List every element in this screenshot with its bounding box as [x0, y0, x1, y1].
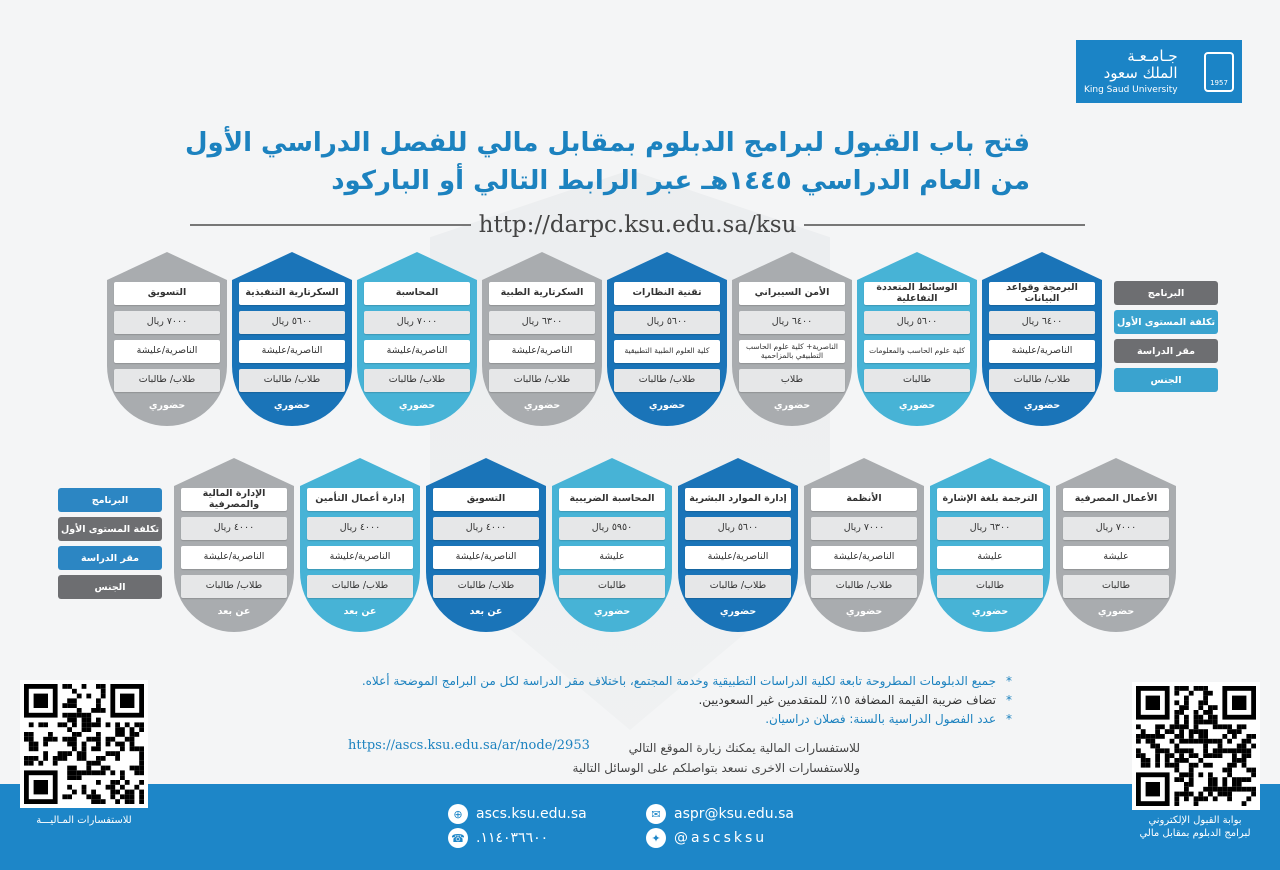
program-cost: ٤٠٠٠ ريال	[433, 517, 539, 540]
program-mode: حضوري	[398, 400, 436, 411]
legend-gender: الجنس	[1114, 368, 1218, 392]
program-cost: ٥٦٠٠ ريال	[614, 311, 720, 334]
legend-program: البرنامج	[58, 488, 162, 512]
card-roof	[482, 252, 602, 280]
program-cost: ٧٠٠٠ ريال	[811, 517, 917, 540]
program-card	[804, 458, 924, 632]
program-place: الناصرية/عليشة	[685, 546, 791, 569]
legend-place: مقر الدراسة	[1114, 339, 1218, 363]
legend-top	[1114, 281, 1218, 397]
program-name: المحاسبة الضريبية	[559, 488, 665, 511]
footer-bar	[0, 784, 1280, 870]
program-name: الإدارة المالية والمصرفية	[181, 488, 287, 511]
card-body	[482, 280, 602, 426]
program-cost: ٤٠٠٠ ريال	[307, 517, 413, 540]
twitter-icon: ✦	[646, 828, 666, 848]
program-mode: حضوري	[523, 400, 561, 411]
logo-english: King Saud University	[1084, 84, 1178, 95]
headline-line1: فتح باب القبول لبرامج الدبلوم بمقابل مالي للفصل الدراسي الأول	[185, 128, 1030, 158]
card-roof	[174, 458, 294, 486]
program-name: التسويق	[433, 488, 539, 511]
web-icon: ⊕	[448, 804, 468, 824]
card-body	[426, 486, 546, 632]
card-roof	[804, 458, 924, 486]
card-body	[107, 280, 227, 426]
program-gender: طلاب/ طالبات	[989, 369, 1095, 392]
card-body	[930, 486, 1050, 632]
program-cost: ٥٦٠٠ ريال	[864, 311, 970, 334]
divider-left	[190, 224, 471, 226]
program-cost: ٧٠٠٠ ريال	[364, 311, 470, 334]
card-body	[607, 280, 727, 426]
program-cost: ٦٤٠٠ ريال	[989, 311, 1095, 334]
program-cost: ٥٦٠٠ ريال	[239, 311, 345, 334]
program-gender: طالبات	[937, 575, 1043, 598]
note-1	[252, 672, 1012, 691]
ksu-logo	[1076, 40, 1242, 103]
program-mode: حضوري	[1097, 606, 1135, 617]
program-mode: حضوري	[773, 400, 811, 411]
card-roof	[232, 252, 352, 280]
legend-cost: تكلفة المستوى الأول	[1114, 310, 1218, 334]
card-roof	[732, 252, 852, 280]
program-gender: طلاب/ طالبات	[181, 575, 287, 598]
program-gender: طالبات	[864, 369, 970, 392]
card-roof	[107, 252, 227, 280]
contact-site-text: ascs.ksu.edu.sa	[476, 806, 587, 822]
qr-right-caption	[1120, 814, 1270, 840]
program-cost: ٧٠٠٠ ريال	[1063, 517, 1169, 540]
program-mode: حضوري	[1023, 400, 1061, 411]
card-roof	[1056, 458, 1176, 486]
card-body	[232, 280, 352, 426]
program-name: الأمن السيبراني	[739, 282, 845, 305]
program-place: الناصرية/عليشة	[239, 340, 345, 363]
contact-site[interactable]	[448, 804, 587, 824]
contact-email[interactable]	[646, 804, 794, 824]
palm-swords-icon	[1204, 52, 1234, 92]
program-place: الناصرية/عليشة	[364, 340, 470, 363]
asterisk-icon: *	[1006, 693, 1012, 708]
program-card	[857, 252, 977, 426]
program-cost: ٦٣٠٠ ريال	[937, 517, 1043, 540]
program-mode: حضوري	[898, 400, 936, 411]
program-mode: حضوري	[273, 400, 311, 411]
qr-right-caption-line1: بوابة القبول الإلكتروني	[1148, 815, 1242, 826]
card-body	[678, 486, 798, 632]
card-roof	[857, 252, 977, 280]
program-place: الناصرية/عليشة	[811, 546, 917, 569]
program-cost: ٥٦٠٠ ريال	[685, 517, 791, 540]
program-place: الناصرية/عليشة	[114, 340, 220, 363]
card-roof	[426, 458, 546, 486]
program-name: الأنظمة	[811, 488, 917, 511]
card-body	[732, 280, 852, 426]
note-2	[252, 691, 1012, 710]
program-gender: طالبات	[1063, 575, 1169, 598]
program-place: الناصرية/عليشة	[433, 546, 539, 569]
contact-phone[interactable]	[448, 828, 548, 848]
headline-line2: من العام الدراسي ١٤٤٥هـ عبر الرابط التالي أو الباركود	[331, 166, 1030, 196]
contact-phone-text: .١١٤٠٣٦٦٠٠	[476, 830, 549, 846]
note-text: تضاف ضريبة القيمة المضافة ١٥٪ للمتقدمين غير السعوديين.	[698, 693, 996, 708]
program-cost: ٦٣٠٠ ريال	[489, 311, 595, 334]
program-cost: ٤٠٠٠ ريال	[181, 517, 287, 540]
program-gender: طلاب/ طالبات	[811, 575, 917, 598]
program-place: الناصرية/عليشة	[307, 546, 413, 569]
card-roof	[678, 458, 798, 486]
divider-right	[804, 224, 1085, 226]
legend-program: البرنامج	[1114, 281, 1218, 305]
legend-bottom	[58, 488, 162, 604]
email-icon: ✉	[646, 804, 666, 824]
program-name: التسويق	[114, 282, 220, 305]
program-card	[107, 252, 227, 426]
program-card	[482, 252, 602, 426]
logo-year: 1957	[1210, 78, 1228, 87]
program-name: السكرتارية الطبية	[489, 282, 595, 305]
qr-code-admission[interactable]	[1132, 682, 1260, 810]
program-place: عليشة	[559, 546, 665, 569]
inquiry-line1: للاستفسارات المالية يمكنك زيارة الموقع التالي	[628, 741, 860, 755]
card-roof	[930, 458, 1050, 486]
url-row	[190, 210, 1085, 240]
program-place: الناصرية/عليشة	[989, 340, 1095, 363]
program-mode: عن بعد	[469, 606, 503, 617]
program-mode: عن بعد	[217, 606, 251, 617]
card-body	[552, 486, 672, 632]
asterisk-icon: *	[1006, 712, 1012, 727]
program-place: الناصرية+ كلية علوم الحاسب التطبيقي بالمزاحمية	[739, 340, 845, 363]
program-gender: طلاب/ طالبات	[239, 369, 345, 392]
card-body	[857, 280, 977, 426]
program-mode: حضوري	[648, 400, 686, 411]
program-gender: طلاب/ طالبات	[364, 369, 470, 392]
contact-email-text: aspr@ksu.edu.sa	[674, 806, 794, 822]
program-place: كلية علوم الحاسب والمعلومات	[864, 340, 970, 363]
program-cost: ٥٩٥٠ ريال	[559, 517, 665, 540]
program-mode: حضوري	[845, 606, 883, 617]
program-card	[174, 458, 294, 632]
program-card	[607, 252, 727, 426]
note-text: جميع الدبلومات المطروحة تابعة لكلية الدراسات التطبيقية وخدمة المجتمع، باختلاف مقر الدراسة لكل من البرامج الموضحة أعلاه.	[361, 674, 996, 688]
program-card	[1056, 458, 1176, 632]
card-roof	[982, 252, 1102, 280]
program-card	[232, 252, 352, 426]
program-name: الوسائط المتعددة التفاعلية	[864, 282, 970, 305]
program-name: البرمجة وقواعد البيانات	[989, 282, 1095, 305]
phone-icon: ☎	[448, 828, 468, 848]
program-card	[552, 458, 672, 632]
program-card	[678, 458, 798, 632]
logo-arabic-line2: الملك سعود	[1103, 64, 1178, 83]
program-cost: ٧٠٠٠ ريال	[114, 311, 220, 334]
program-mode: حضوري	[719, 606, 757, 617]
program-place: الناصرية/عليشة	[181, 546, 287, 569]
inquiry-line2: وللاستفسارات الاخرى نسعد بتواصلكم على الوسائل التالية	[572, 761, 860, 776]
program-gender: طلاب/ طالبات	[307, 575, 413, 598]
program-gender: طلاب/ طالبات	[433, 575, 539, 598]
program-mode: حضوري	[593, 606, 631, 617]
program-gender: طلاب	[739, 369, 845, 392]
card-body	[982, 280, 1102, 426]
program-gender: طلاب/ طالبات	[114, 369, 220, 392]
program-place: عليشة	[1063, 546, 1169, 569]
program-mode: حضوري	[148, 400, 186, 411]
program-name: الأعمال المصرفية	[1063, 488, 1169, 511]
program-card	[426, 458, 546, 632]
program-gender: طلاب/ طالبات	[614, 369, 720, 392]
program-name: الترجمة بلغة الإشارة	[937, 488, 1043, 511]
program-name: المحاسبة	[364, 282, 470, 305]
program-card	[300, 458, 420, 632]
contact-twitter-text: @ascsksu	[674, 830, 768, 846]
program-name: إدارة أعمال التأمين	[307, 488, 413, 511]
program-card	[357, 252, 477, 426]
program-name: إدارة الموارد البشرية	[685, 488, 791, 511]
legend-gender: الجنس	[58, 575, 162, 599]
card-body	[174, 486, 294, 632]
card-roof	[357, 252, 477, 280]
card-body	[357, 280, 477, 426]
contact-twitter[interactable]	[646, 828, 767, 848]
card-roof	[300, 458, 420, 486]
note-3	[252, 710, 1012, 729]
card-body	[1056, 486, 1176, 632]
asterisk-icon: *	[1006, 674, 1012, 688]
card-body	[804, 486, 924, 632]
logo-arabic-line1: جـامـعـة	[1127, 47, 1178, 66]
program-gender: طلاب/ طالبات	[685, 575, 791, 598]
program-card	[930, 458, 1050, 632]
card-roof	[552, 458, 672, 486]
card-roof	[607, 252, 727, 280]
qr-code-finance[interactable]	[20, 680, 148, 808]
note-text: عدد الفصول الدراسية بالسنة: فصلان دراسيان.	[765, 712, 996, 727]
program-place: كلية العلوم الطبية التطبيقية	[614, 340, 720, 363]
notes	[252, 672, 1012, 730]
legend-cost: تكلفة المستوى الأول	[58, 517, 162, 541]
program-place: عليشة	[937, 546, 1043, 569]
qr-left-caption: للاستفسارات المـاليـــة	[36, 815, 132, 826]
admission-url[interactable]: http://darpc.ksu.edu.sa/ksu	[478, 212, 797, 238]
inquiry-link[interactable]: https://ascs.ksu.edu.sa/ar/node/2953	[348, 738, 590, 753]
program-name: تقنية النظارات	[614, 282, 720, 305]
legend-place: مقر الدراسة	[58, 546, 162, 570]
program-name: السكرتارية التنفيذية	[239, 282, 345, 305]
program-gender: طلاب/ طالبات	[489, 369, 595, 392]
program-cost: ٦٤٠٠ ريال	[739, 311, 845, 334]
card-body	[300, 486, 420, 632]
program-card	[732, 252, 852, 426]
program-mode: حضوري	[971, 606, 1009, 617]
program-card	[982, 252, 1102, 426]
program-mode: عن بعد	[343, 606, 377, 617]
qr-right-caption-line2: لبرامج الدبلوم بمقابل مالي	[1139, 828, 1251, 839]
program-place: الناصرية/عليشة	[489, 340, 595, 363]
program-gender: طالبات	[559, 575, 665, 598]
